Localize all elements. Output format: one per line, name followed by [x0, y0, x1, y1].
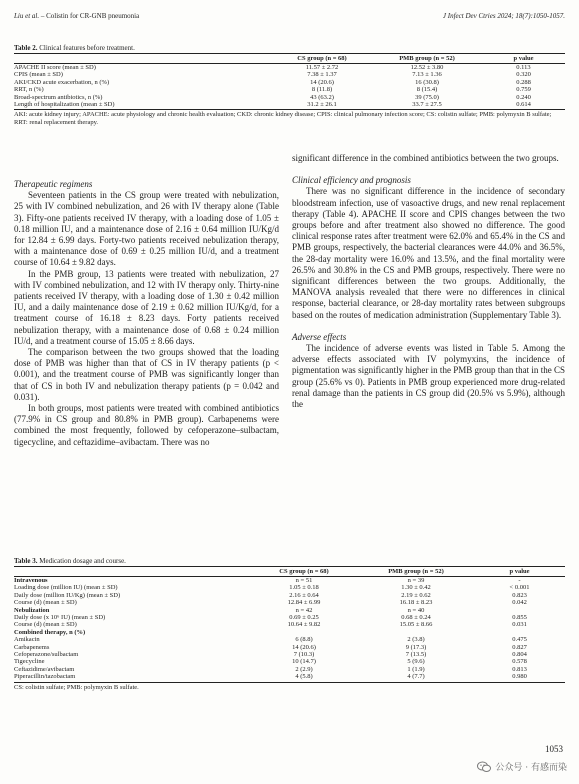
page-number: 1053	[545, 744, 563, 754]
table-row	[14, 614, 565, 621]
table2-header-cell	[14, 54, 272, 64]
table-cell: 0.288	[516, 78, 531, 86]
table-row	[14, 673, 565, 682]
table-cell: 10 (14.7)	[292, 658, 316, 666]
running-head-citation: J Infect Dev Ctries 2024; 18(7):1050-1057.	[442, 12, 565, 20]
paragraph-group-comparison: The comparison between the two groups showed that the loading dose of PMB was higher than that of CS in IV therapy patients (p < 0.001), and the treatment course of PMB was significantly longer than that of CS in both IV and nebulization therapy patients (p = 0.042 and 0.031).	[14, 347, 279, 402]
table-3	[14, 557, 565, 692]
table-row	[14, 592, 565, 599]
table2-header-cell: p value	[482, 54, 565, 64]
table-2-caption: Clinical features before treatment.	[37, 44, 135, 52]
table-cell: Broad-spectrum antibiotics, n (%)	[14, 93, 103, 101]
heading-clinical-efficiency: Clinical efficiency and prognosis	[292, 175, 411, 186]
table3-header-cell: PMB group (n = 52)	[358, 567, 474, 577]
table-cell: APACHE II score (mean ± SD)	[14, 63, 96, 71]
table-cell: 43 (63.2)	[310, 93, 334, 101]
table-cell: 0.320	[516, 71, 531, 79]
table3-header-cell	[14, 567, 250, 577]
watermark	[477, 760, 567, 773]
wechat-icon	[477, 761, 491, 773]
table-cell: Amikacin	[14, 636, 40, 644]
table-cell: 14 (20.6)	[292, 643, 316, 651]
right-text-column	[292, 153, 565, 410]
table2-header-cell: PMB group (n = 52)	[372, 54, 482, 64]
table-cell: 0.240	[516, 93, 531, 101]
table-cell: 2 (2.9)	[295, 665, 313, 673]
table-cell: 0.031	[512, 621, 527, 629]
table-cell: 0.759	[516, 86, 531, 94]
table-row	[14, 621, 565, 628]
table-3-grid	[14, 566, 565, 683]
table-row	[14, 63, 565, 71]
table-cell	[358, 629, 474, 636]
table-row	[14, 629, 565, 636]
table-cell: 0.475	[512, 636, 527, 644]
table-row	[14, 666, 565, 673]
table-cell: Nebulization	[14, 606, 50, 614]
table-3-caption: Medication dosage and course.	[37, 557, 126, 565]
table-cell: Course (d) (mean ± SD)	[14, 621, 77, 629]
table-2-body	[14, 63, 565, 109]
table-cell: 0.823	[512, 591, 527, 599]
table-row	[14, 599, 565, 606]
table2-header-cell: CS group (n = 68)	[272, 54, 372, 64]
table-cell: 2.16 ± 0.64	[289, 591, 319, 599]
table-cell: Loading dose (million IU) (mean ± SD)	[14, 584, 118, 592]
table-3-body	[14, 576, 565, 682]
table-cell: 0.813	[512, 665, 527, 673]
paragraph-continued: significant difference in the combined antibiotics between the two groups.	[292, 153, 559, 163]
table-cell: 16 (30.8)	[415, 78, 439, 86]
table-cell: 11.57 ± 2.72	[305, 63, 339, 71]
table-cell: 0.042	[512, 599, 527, 607]
table-2-footnote: AKI: acute kidney injury; APACHE: acute physiology and chronic health evaluation; CKD: chronic kidney disease; CPIS: clinical pulmonary infection score; CS: colistin sulfate; PMB: polymyxin B sulfate; RRT: renal replacement therapy.	[14, 111, 552, 127]
table-cell: 0.69 ± 0.25	[289, 613, 319, 621]
paragraph-pmb-regimen: In the PMB group, 13 patients were treated with nebulization, 27 with IV combined nebulization, and 12 with IV therapy only. Thirty-nine patients received IV therapy, with a loading dose of 1.30 ± 0.42 million IU, and a daily maintenance dose of 2.19 ± 0.62 million IU/Kg/d, for a treatment course of 16.18 ± 8.23 days. Forty patients received nebulization therapy, with a maintenance dose of 0.68 ± 0.24 million IU/d, and a treatment course of 15.05 ± 8.66 days.	[14, 268, 279, 346]
table-row	[14, 101, 565, 110]
table3-header-cell: p value	[474, 567, 565, 577]
table-cell: Daily dose (x 10⁶ IU) (mean ± SD)	[14, 613, 106, 621]
table-cell: < 0.001	[509, 584, 530, 592]
table-3-footnote: CS: colistin sulfate; PMB: polymyxin B sulfate.	[14, 683, 139, 691]
table-cell: 0.113	[516, 63, 531, 71]
table-cell: 2.19 ± 0.62	[401, 591, 431, 599]
running-head-left	[14, 10, 139, 22]
table-cell: 5 (9.6)	[407, 658, 425, 666]
paragraph-adverse-effects: The incidence of adverse events was listed in Table 5. Among the adverse effects associated with IV polymyxins, the incidence of pigmentation was significantly higher in the PMB group than that in the CS group (25.6% vs 0). Patients in PMB group experienced more drug-related renal damage than the patients in CS group did (20.5% vs 5.9%), although the	[292, 343, 565, 410]
table-cell: 0.804	[512, 650, 527, 658]
table-cell: Tigecycline	[14, 658, 45, 666]
paragraph-cs-regimen: Seventeen patients in the CS group were treated with nebulization, 25 with IV combined nebulization, and 26 with IV therapy alone (Table 3). Fifty-one patients received IV therapy, with a loading dose of 1.05 ± 0.18 million IU, and a maintenance dose of 2.16 ± 0.64 million IU/Kg/d for 12.84 ± 6.99 days. Forty-two patients received nebulization therapy, with a maintenance dose of 0.69 ± 0.25 million IU/d, and a treatment course of 10.64 ± 9.82 days.	[14, 190, 279, 268]
left-text-column	[14, 179, 279, 448]
table-cell	[250, 629, 358, 636]
table-row	[14, 584, 565, 591]
table-cell: 8 (11.8)	[311, 86, 333, 94]
table-2-title	[14, 44, 565, 53]
table-cell: RRT, n (%)	[14, 86, 44, 94]
table-cell: n = 42	[295, 606, 313, 614]
table-2	[14, 44, 565, 127]
paragraph-clinical-efficiency: There was no significant difference in the incidence of secondary bloodstream infection, use of vasoactive drugs, and new renal replacement therapy (Table 4). APACHE II score and CPIS changes between the two groups before and after treatment also showed no difference. The good clinical response rates after treatment were 62.0% and 65.4% in the CS and PMB groups, respectively, the bacterial clearances were 44.0% and 36.5%, the 28-day mortality were 16.0% and 13.5%, and the final mortality were 26.5% and 30.8% in the CS and PMB groups, respectively. There were no significant differences between the two groups. Additionally, the MANOVA analysis revealed that there were no differences in clinical response, bacterial clearance, or 28-day mortality rates between subgroups based on the routes of medication administration (Supplementary Table 3).	[292, 186, 565, 320]
table-cell: n = 51	[295, 576, 313, 584]
table-row	[14, 644, 565, 651]
table-3-header-row	[14, 567, 565, 577]
table-cell: 0.578	[512, 658, 527, 666]
table-cell: Length of hospitalization (mean ± SD)	[14, 101, 272, 110]
table-cell: 0.827	[512, 643, 527, 651]
table-cell: 6 (8.8)	[295, 636, 313, 644]
table-cell: 7.38 ± 1.37	[307, 71, 337, 79]
table-cell: 31.2 ± 26.1	[272, 101, 372, 110]
table-cell: Combined therapy, n (%)	[14, 628, 86, 636]
table-cell: 9 (17.3)	[405, 643, 427, 651]
table-cell: 12.84 ± 6.99	[287, 599, 321, 607]
table-row	[14, 576, 565, 584]
table-cell: -	[518, 576, 521, 584]
table-cell: 2 (3.8)	[407, 636, 425, 644]
table3-header-cell: CS group (n = 68)	[250, 567, 358, 577]
table-3-label: Table 3.	[14, 557, 38, 565]
running-head	[14, 10, 565, 22]
table-3-title	[14, 557, 565, 566]
table-cell: 14 (20.6)	[310, 78, 334, 86]
watermark-text: 公众号 · 有感而染	[495, 763, 567, 773]
running-head-short-title: – Colistin for CR-GNB pneumonia	[39, 12, 140, 20]
table-2-header-row	[14, 54, 565, 64]
table-cell	[474, 607, 565, 614]
table-cell: 1.05 ± 0.18	[289, 584, 319, 592]
table-cell: Carbapenems	[14, 643, 50, 651]
paragraph-combined-antibiotics: In both groups, most patients were treated with combined antibiotics (77.9% in CS group and 80.8% in PMB group). Carbapenems were combined the most frequently, followed by cefoperazone–sulbactam, tigecycline, and ceftazidime–avibactam. There was no	[14, 403, 279, 447]
table-cell: 4 (5.8)	[250, 673, 358, 682]
table-cell: 0.68 ± 0.24	[401, 613, 431, 621]
table-cell: 39 (75.0)	[415, 93, 439, 101]
table-2-grid	[14, 53, 565, 110]
table-cell: 7 (13.5)	[405, 650, 427, 658]
table-cell: 0.855	[512, 613, 527, 621]
table-row	[14, 94, 565, 101]
table-row	[14, 71, 565, 78]
table-row	[14, 607, 565, 614]
heading-therapeutic-regimens: Therapeutic regimens	[14, 179, 93, 189]
table-cell: AKI/CKD acute exacerbation, n (%)	[14, 78, 110, 86]
table-cell: 33.7 ± 27.5	[372, 101, 482, 110]
table-cell: 7.13 ± 1.36	[412, 71, 442, 79]
table-cell: CPIS (mean ± SD)	[14, 71, 63, 79]
table-cell: 10.64 ± 9.82	[287, 621, 321, 629]
running-head-authors: Liu et al.	[14, 12, 40, 20]
table-cell: 16.18 ± 8.23	[399, 599, 433, 607]
table-cell: 0.614	[482, 101, 565, 110]
table-cell: Piperacillin/tazobactam	[14, 673, 250, 682]
table-cell: 15.05 ± 8.66	[399, 621, 433, 629]
table-cell	[474, 629, 565, 636]
table-cell: 4 (7.7)	[358, 673, 474, 682]
table-cell: 0.980	[474, 673, 565, 682]
table-cell: 1 (1.9)	[407, 665, 425, 673]
table-cell: Cefoperazone/sulbactam	[14, 650, 79, 658]
table-cell: n = 39	[407, 576, 425, 584]
table-cell: n = 40	[407, 606, 425, 614]
table-row	[14, 79, 565, 86]
table-cell: 7 (10.3)	[293, 650, 315, 658]
heading-adverse-effects: Adverse effects	[292, 331, 347, 342]
table-2-label: Table 2.	[14, 44, 38, 52]
table-row	[14, 86, 565, 93]
table-row	[14, 636, 565, 643]
table-cell: Ceftazidime/avibactam	[14, 665, 75, 673]
table-cell: 1.30 ± 0.42	[401, 584, 431, 592]
table-cell: Daily dose (million IU/Kg) (mean ± SD)	[14, 591, 121, 599]
table-row	[14, 651, 565, 658]
table-cell: Course (d) (mean ± SD)	[14, 599, 77, 607]
table-row	[14, 658, 565, 665]
table-cell: 12.52 ± 3.80	[410, 63, 444, 71]
table-cell: 8 (15.4)	[416, 86, 438, 94]
table-cell: Intravenous	[14, 576, 48, 584]
